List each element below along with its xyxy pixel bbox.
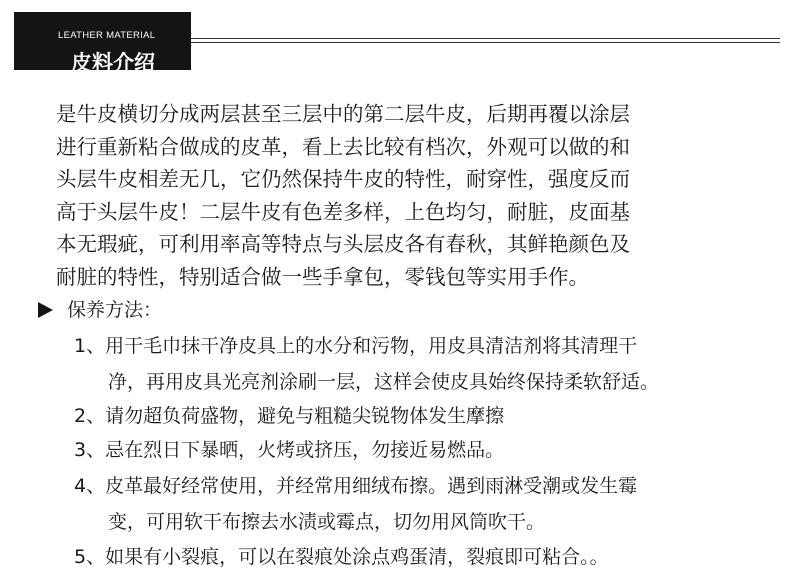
care-item-3: 3、忌在烈日下暴晒，火烤或挤压，勿接近易燃品。 (74, 439, 505, 461)
intro-line: 耐脏的特性，特别适合做一些手拿包，零钱包等实用手作。 (56, 264, 589, 289)
intro-paragraph (56, 98, 776, 293)
intro-line: 本无瑕疵，可利用率高等特点与头层皮各有春秋，其鲜艳颜色及 (56, 232, 630, 256)
intro-line: 头层牛皮相差无几，它仍然保持牛皮的特性，耐穿性，强度反而 (56, 167, 630, 191)
intro-line: 高于头层牛皮！二层牛皮有色差多样，上色均匀，耐脏，皮面基 (56, 199, 630, 224)
care-heading (38, 296, 162, 324)
header-title: 皮料介绍 (71, 51, 155, 75)
care-item-1-line-2: 净，再用皮具光亮剂涂刷一层，这样会使皮具始终保持柔软舒适。 (108, 371, 660, 393)
section-header-badge (14, 12, 191, 75)
care-heading-label: 保养方法： (67, 299, 163, 321)
header-divider-bottom (191, 42, 780, 43)
care-item-4-line-1: 4、皮革最好经常使用，并经常用细绒布擦。遇到雨淋受潮或发生霉 (74, 475, 638, 497)
intro-line: 进行重新粘合做成的皮革，看上去比较有档次，外观可以做的和 (56, 134, 630, 159)
care-item-2: 2、请勿超负荷盛物，避免与粗糙尖锐物体发生摩擦 (74, 405, 505, 427)
header-divider-top (191, 38, 780, 39)
care-item-4-line-2: 变，可用软干布擦去水渍或霉点，切勿用风筒吹干。 (108, 511, 546, 533)
intro-line: 是牛皮横切分成两层甚至三层中的第二层牛皮，后期再覆以涂层 (56, 102, 630, 126)
triangle-bullet-icon (38, 302, 53, 318)
care-item-5: 5、如果有小裂痕，可以在裂痕处涂点鸡蛋清，裂痕即可粘合。。 (74, 546, 609, 568)
care-item-1-line-1: 1、用干毛巾抹干净皮具上的水分和污物，用皮具清洁剂将其清理干 (74, 335, 638, 357)
header-english-subtitle: LEATHER MATERIAL (58, 30, 156, 41)
